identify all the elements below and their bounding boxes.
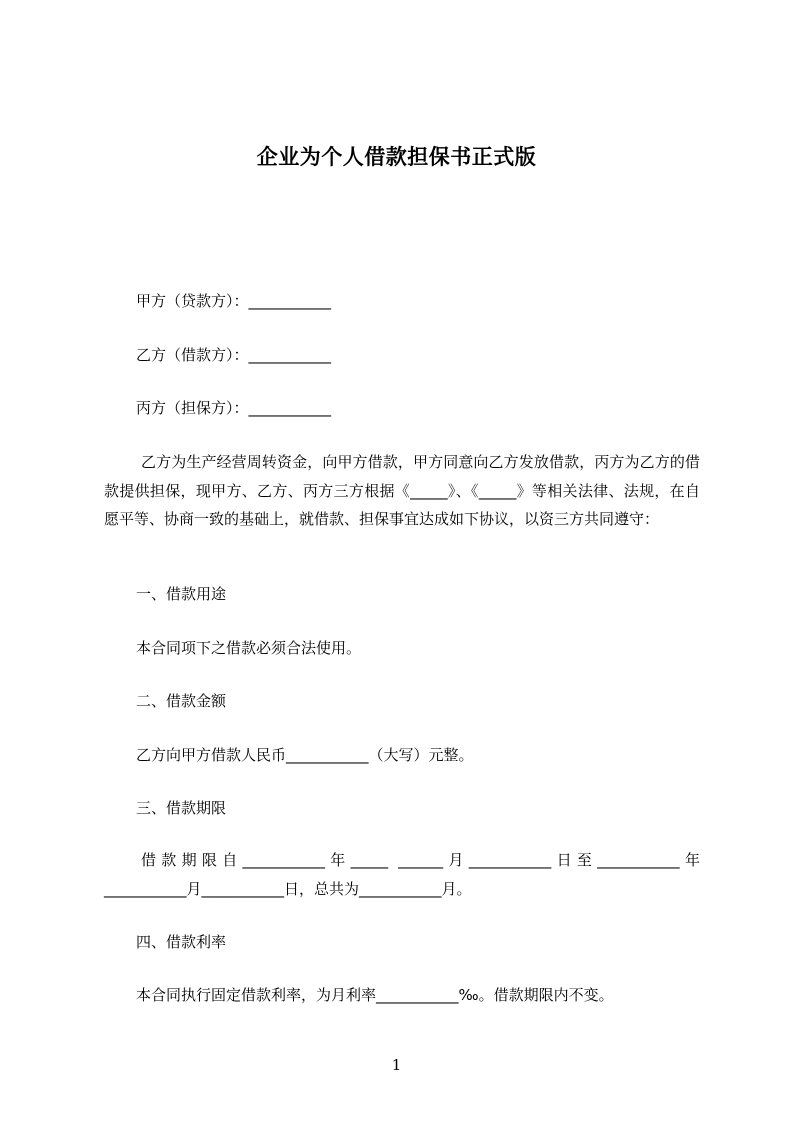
section-body-period: 借款期限自___________年_____ ______月___________日至___________年___________月___________日，总共为___________月。 (104, 851, 700, 898)
document-title: 企业为个人借款担保书正式版 (256, 145, 537, 169)
section-heading-amount: 二、借款金额 (136, 692, 227, 710)
section-body-rate: 本合同执行固定借款利率，为月利率___________‰。借款期限内不变。 (136, 986, 614, 1004)
party-c-line: 丙方（担保方）：___________ (136, 399, 332, 417)
section-body-amount: 乙方向甲方借款人民币___________（大写）元整。 (136, 746, 474, 764)
section-heading-purpose: 一、借款用途 (136, 585, 227, 603)
party-a-line: 甲方（贷款方）：___________ (136, 292, 332, 310)
intro-paragraph: 乙方为生产经营周转资金，向甲方借款，甲方同意向乙方发放借款，丙方为乙方的借款提供担保，现甲方、乙方、丙方三方根据《_____》、《_____》等相关法律、法规，在自愿平等、协商一致的基础上，就借款、担保事宜达成如下协议，以资三方共同遵守： (104, 453, 700, 528)
page-number: 1 (391, 1056, 402, 1074)
section-body-purpose: 本合同项下之借款必须合法使用。 (136, 639, 362, 657)
party-b-line: 乙方（借款方）：___________ (136, 346, 332, 364)
section-heading-period: 三、借款期限 (136, 799, 227, 817)
section-heading-rate: 四、借款利率 (136, 933, 227, 951)
